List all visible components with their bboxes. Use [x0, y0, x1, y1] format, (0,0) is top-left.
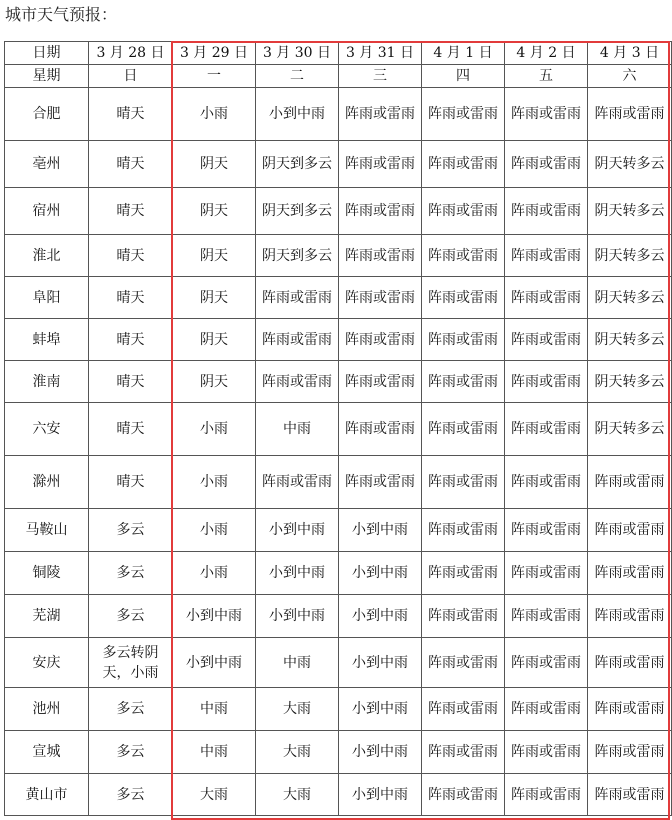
forecast-cell: 中雨: [173, 688, 256, 731]
forecast-cell: 晴天: [89, 456, 173, 509]
forecast-cell: 晴天: [89, 319, 173, 361]
weekday-header-cell: 一: [173, 65, 256, 88]
forecast-cell: 大雨: [256, 731, 339, 774]
forecast-cell: 小到中雨: [339, 595, 422, 638]
table-row: [5, 595, 672, 638]
city-name-cell: 六安: [5, 403, 89, 456]
date-header-cell: 3 月 28 日: [89, 42, 173, 65]
forecast-cell: 阵雨或雷雨: [505, 774, 588, 816]
weekday-header-cell: 五: [505, 65, 588, 88]
forecast-cell: 阵雨或雷雨: [505, 731, 588, 774]
forecast-cell: 大雨: [256, 774, 339, 816]
city-name-cell: 铜陵: [5, 552, 89, 595]
forecast-cell: 阵雨或雷雨: [256, 319, 339, 361]
forecast-cell: 阵雨或雷雨: [422, 88, 505, 141]
date-header-label: 日期: [5, 42, 89, 65]
city-name-cell: 池州: [5, 688, 89, 731]
table-row: [5, 774, 672, 816]
forecast-cell: 小到中雨: [339, 774, 422, 816]
forecast-cell: 阴天: [173, 361, 256, 403]
forecast-cell: 阵雨或雷雨: [339, 456, 422, 509]
forecast-cell: 小到中雨: [256, 509, 339, 552]
forecast-cell: 阵雨或雷雨: [422, 509, 505, 552]
forecast-cell: 阵雨或雷雨: [588, 552, 672, 595]
weekday-header-cell: 日: [89, 65, 173, 88]
forecast-cell: 阴天: [173, 188, 256, 235]
forecast-cell: 阴天: [173, 319, 256, 361]
forecast-cell: 阵雨或雷雨: [505, 361, 588, 403]
table-row: [5, 361, 672, 403]
city-name-cell: 宣城: [5, 731, 89, 774]
forecast-cell: 阵雨或雷雨: [339, 188, 422, 235]
forecast-cell: 大雨: [256, 688, 339, 731]
table-row: [5, 403, 672, 456]
date-header-row: [5, 42, 672, 65]
forecast-cell: 小到中雨: [173, 638, 256, 688]
table-row: [5, 235, 672, 277]
forecast-cell: 阵雨或雷雨: [422, 235, 505, 277]
forecast-cell: 多云: [89, 731, 173, 774]
forecast-cell: 中雨: [256, 638, 339, 688]
forecast-cell: 阵雨或雷雨: [422, 595, 505, 638]
forecast-cell: 阵雨或雷雨: [505, 319, 588, 361]
weekday-header-row: [5, 65, 672, 88]
forecast-cell: 小雨: [173, 552, 256, 595]
city-name-cell: 亳州: [5, 141, 89, 188]
city-name-cell: 黄山市: [5, 774, 89, 816]
forecast-cell: 晴天: [89, 277, 173, 319]
forecast-cell: 多云: [89, 552, 173, 595]
forecast-cell: 小到中雨: [256, 595, 339, 638]
table-row: [5, 277, 672, 319]
table-row: [5, 456, 672, 509]
forecast-cell: 阵雨或雷雨: [422, 774, 505, 816]
forecast-cell: 阵雨或雷雨: [339, 319, 422, 361]
table-row: [5, 141, 672, 188]
weekday-header-cell: 四: [422, 65, 505, 88]
forecast-cell: 阵雨或雷雨: [588, 88, 672, 141]
forecast-cell: 阴天: [173, 277, 256, 319]
forecast-cell: 阵雨或雷雨: [339, 277, 422, 319]
table-row: [5, 552, 672, 595]
forecast-cell: 阵雨或雷雨: [422, 638, 505, 688]
forecast-cell: 阵雨或雷雨: [256, 361, 339, 403]
forecast-cell: 小到中雨: [256, 552, 339, 595]
table-row: [5, 688, 672, 731]
city-name-cell: 安庆: [5, 638, 89, 688]
date-header-cell: 3 月 29 日: [173, 42, 256, 65]
forecast-cell: 阵雨或雷雨: [505, 277, 588, 319]
forecast-cell: 中雨: [173, 731, 256, 774]
city-name-cell: 淮南: [5, 361, 89, 403]
forecast-cell: 阵雨或雷雨: [505, 456, 588, 509]
forecast-cell: 阵雨或雷雨: [505, 688, 588, 731]
date-header-cell: 4 月 2 日: [505, 42, 588, 65]
forecast-cell: 阵雨或雷雨: [505, 638, 588, 688]
forecast-cell: 晴天: [89, 141, 173, 188]
table-row: [5, 88, 672, 141]
forecast-cell: 小雨: [173, 88, 256, 141]
forecast-cell: 阵雨或雷雨: [505, 188, 588, 235]
forecast-cell: 阵雨或雷雨: [422, 403, 505, 456]
forecast-cell: 阵雨或雷雨: [505, 88, 588, 141]
forecast-cell: 阴天到多云: [256, 188, 339, 235]
table-row: [5, 638, 672, 688]
forecast-cell: 小到中雨: [339, 638, 422, 688]
forecast-cell: 小雨: [173, 509, 256, 552]
forecast-cell: 阵雨或雷雨: [588, 731, 672, 774]
forecast-cell: 阵雨或雷雨: [505, 141, 588, 188]
forecast-cell: 阵雨或雷雨: [339, 141, 422, 188]
table-row: [5, 509, 672, 552]
forecast-cell: 阴天转多云: [588, 319, 672, 361]
forecast-cell: 阵雨或雷雨: [339, 361, 422, 403]
forecast-cell: 小雨: [173, 403, 256, 456]
weekday-header-label: 星期: [5, 65, 89, 88]
forecast-cell: 阵雨或雷雨: [339, 88, 422, 141]
forecast-cell: 阵雨或雷雨: [588, 456, 672, 509]
forecast-cell: 阴天转多云: [588, 188, 672, 235]
table-row: [5, 731, 672, 774]
weekday-header-cell: 三: [339, 65, 422, 88]
forecast-cell: 小到中雨: [173, 595, 256, 638]
city-name-cell: 蚌埠: [5, 319, 89, 361]
forecast-cell: 多云转阴天，小雨: [89, 638, 173, 688]
forecast-cell: 阵雨或雷雨: [422, 319, 505, 361]
forecast-cell: 多云: [89, 688, 173, 731]
city-name-cell: 滁州: [5, 456, 89, 509]
forecast-cell: 阴天转多云: [588, 403, 672, 456]
date-header-cell: 3 月 31 日: [339, 42, 422, 65]
weather-forecast-table: [4, 41, 672, 816]
date-header-cell: 4 月 1 日: [422, 42, 505, 65]
forecast-cell: 阴天到多云: [256, 235, 339, 277]
forecast-cell: 阵雨或雷雨: [505, 235, 588, 277]
city-name-cell: 阜阳: [5, 277, 89, 319]
forecast-cell: 阵雨或雷雨: [339, 235, 422, 277]
forecast-cell: 阵雨或雷雨: [422, 141, 505, 188]
table-row: [5, 188, 672, 235]
forecast-cell: 阴天: [173, 141, 256, 188]
forecast-cell: 阵雨或雷雨: [588, 638, 672, 688]
forecast-cell: 小到中雨: [256, 88, 339, 141]
forecast-cell: 晴天: [89, 361, 173, 403]
forecast-cell: 小到中雨: [339, 731, 422, 774]
forecast-cell: 中雨: [256, 403, 339, 456]
forecast-cell: 晴天: [89, 235, 173, 277]
forecast-cell: 多云: [89, 774, 173, 816]
date-header-cell: 4 月 3 日: [588, 42, 672, 65]
forecast-cell: 阵雨或雷雨: [588, 688, 672, 731]
forecast-cell: 阵雨或雷雨: [505, 509, 588, 552]
table-row: [5, 319, 672, 361]
weekday-header-cell: 二: [256, 65, 339, 88]
city-name-cell: 宿州: [5, 188, 89, 235]
forecast-cell: 阵雨或雷雨: [588, 595, 672, 638]
forecast-cell: 阵雨或雷雨: [422, 188, 505, 235]
forecast-cell: 阴天: [173, 235, 256, 277]
forecast-cell: 小到中雨: [339, 509, 422, 552]
weekday-header-cell: 六: [588, 65, 672, 88]
forecast-cell: 多云: [89, 595, 173, 638]
forecast-cell: 阵雨或雷雨: [256, 456, 339, 509]
forecast-cell: 阵雨或雷雨: [422, 361, 505, 403]
forecast-cell: 晴天: [89, 403, 173, 456]
forecast-cell: 阵雨或雷雨: [505, 403, 588, 456]
forecast-cell: 小到中雨: [339, 552, 422, 595]
forecast-cell: 阴天到多云: [256, 141, 339, 188]
forecast-cell: 多云: [89, 509, 173, 552]
forecast-cell: 晴天: [89, 188, 173, 235]
forecast-cell: 晴天: [89, 88, 173, 141]
city-name-cell: 芜湖: [5, 595, 89, 638]
forecast-cell: 阴天转多云: [588, 235, 672, 277]
forecast-cell: 阵雨或雷雨: [422, 731, 505, 774]
forecast-cell: 阵雨或雷雨: [422, 688, 505, 731]
forecast-cell: 阵雨或雷雨: [422, 552, 505, 595]
city-name-cell: 合肥: [5, 88, 89, 141]
forecast-cell: 小到中雨: [339, 688, 422, 731]
forecast-cell: 阵雨或雷雨: [505, 595, 588, 638]
forecast-cell: 大雨: [173, 774, 256, 816]
forecast-cell: 阵雨或雷雨: [588, 774, 672, 816]
forecast-cell: 阵雨或雷雨: [256, 277, 339, 319]
page-title: 城市天气预报：: [5, 5, 118, 24]
forecast-cell: 小雨: [173, 456, 256, 509]
city-name-cell: 马鞍山: [5, 509, 89, 552]
forecast-cell: 阵雨或雷雨: [588, 509, 672, 552]
date-header-cell: 3 月 30 日: [256, 42, 339, 65]
forecast-cell: 阵雨或雷雨: [422, 277, 505, 319]
forecast-cell: 阵雨或雷雨: [422, 456, 505, 509]
forecast-cell: 阵雨或雷雨: [505, 552, 588, 595]
forecast-cell: 阴天转多云: [588, 141, 672, 188]
forecast-cell: 阴天转多云: [588, 361, 672, 403]
forecast-cell: 阵雨或雷雨: [339, 403, 422, 456]
city-name-cell: 淮北: [5, 235, 89, 277]
forecast-cell: 阴天转多云: [588, 277, 672, 319]
